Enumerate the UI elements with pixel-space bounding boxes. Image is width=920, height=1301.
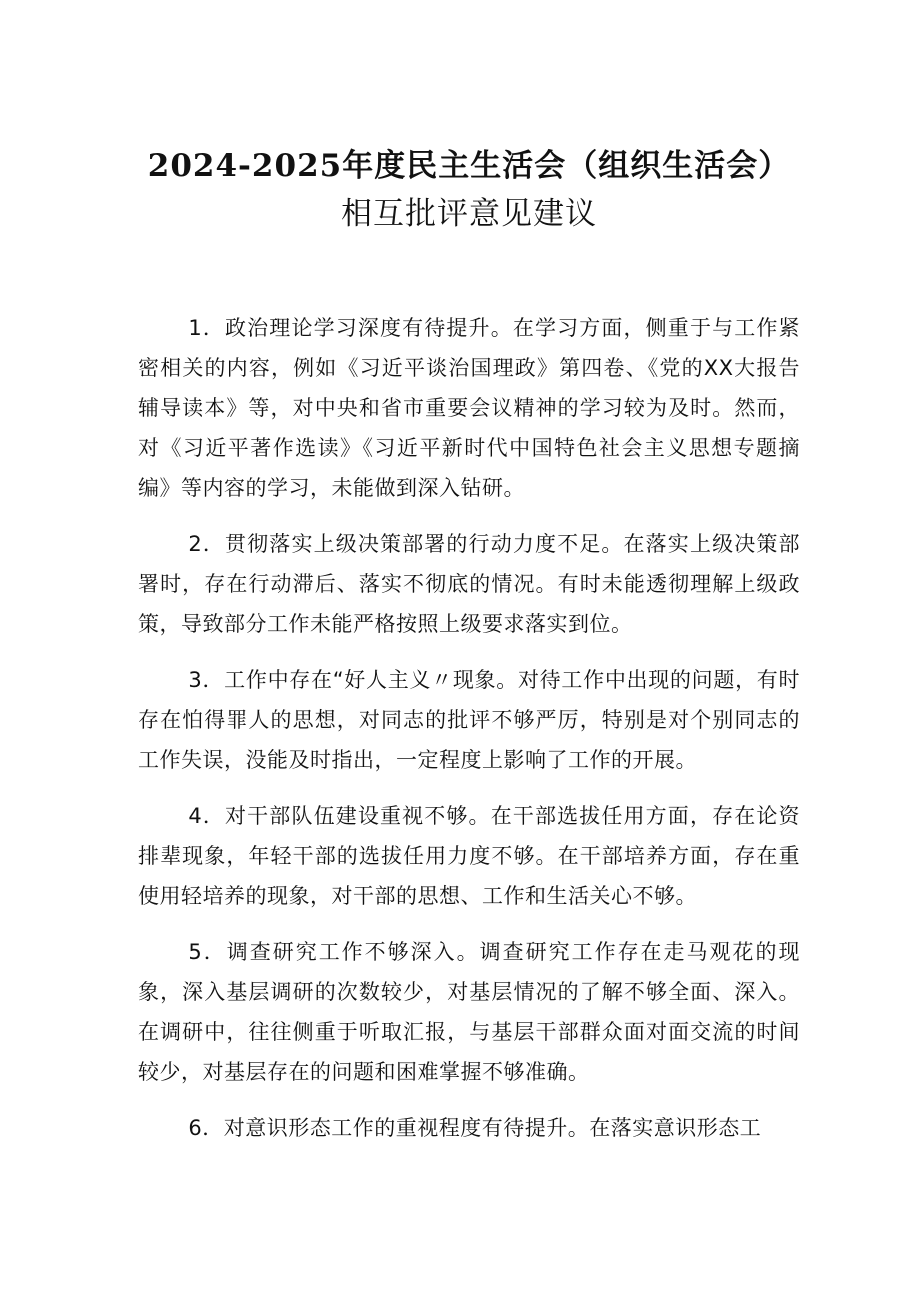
document-title [138,142,800,238]
document-body [138,308,800,1148]
title-line-2: 相互批评意见建议 [341,196,597,232]
paragraph-4: 4．对干部队伍建设重视不够。在干部选拔任用方面，存在论资排辈现象，年轻干部的选拔任用力度不够。在干部培养方面，存在重使用轻培养的现象，对干部的思想、工作和生活关心不够。 [138,804,800,908]
paragraph-5: 5．调查研究工作不够深入。调查研究工作存在走马观花的现象，深入基层调研的次数较少，对基层情况的了解不够全面、深入。在调研中，往往侧重于听取汇报，与基层干部群众面对面交流的时间较少，对基层存在的问题和困难掌握不够准确。 [138,940,800,1084]
paragraph-1: 1．政治理论学习深度有待提升。在学习方面，侧重于与工作紧密相关的内容，例如《习近平谈治国理政》第四卷、《党的XX大报告辅导读本》等，对中央和省市重要会议精神的学习较为及时。然而，对《习近平著作选读》《习近平新时代中国特色社会主义思想专题摘编》等内容的学习，未能做到深入钻研。 [138,316,800,500]
title-line-1: 2024-2025年度民主生活会（组织生活会） [147,148,791,184]
paragraph-6: 6．对意识形态工作的重视程度有待提升。在落实意识形态工 [188,1116,762,1140]
paragraph-3: 3．工作中存在“好人主义〃现象。对待工作中出现的问题，有时存在怕得罪人的思想，对同志的批评不够严厉，特别是对个别同志的工作失误，没能及时指出，一定程度上影响了工作的开展。 [138,668,800,772]
paragraph-2: 2．贯彻落实上级决策部署的行动力度不足。在落实上级决策部署时，存在行动滞后、落实不彻底的情况。有时未能透彻理解上级政策，导致部分工作未能严格按照上级要求落实到位。 [138,532,800,636]
